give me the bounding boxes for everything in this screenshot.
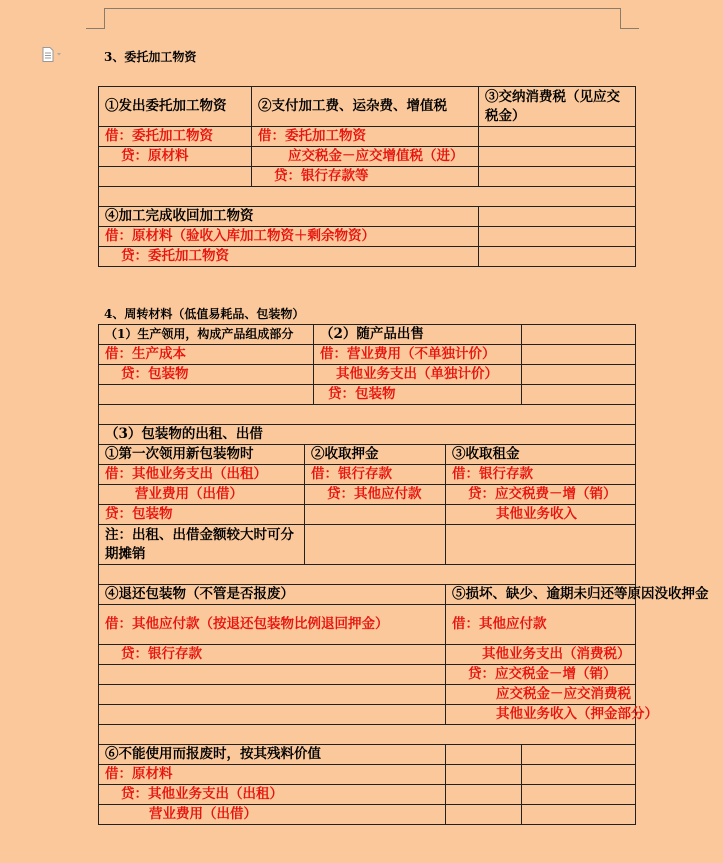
sec4-cell: 其他业务收入（押金部分） xyxy=(446,705,636,725)
sec3-cell: 应交税金－应交增值税（进） xyxy=(252,147,479,167)
sec4-header-2: （2）随产品出售 xyxy=(314,325,522,345)
sec4-cell: 营业费用（出借） xyxy=(99,805,446,825)
sec4-cell: 贷：包装物 xyxy=(99,505,305,525)
sec4-cell: 应交税金－应交消费税 xyxy=(446,685,636,705)
sec4-cell-empty xyxy=(99,685,446,705)
sec3-cell-empty xyxy=(479,247,636,267)
sec4-cell: 贷：应交税费－增（销） xyxy=(446,485,636,505)
sec4-cell-empty xyxy=(446,785,522,805)
sec4-subheader-3: ③收取租金 xyxy=(446,445,636,465)
sec4-cell: 借：原材料 xyxy=(99,765,446,785)
sec3-cell: 贷：委托加工物资 xyxy=(99,247,479,267)
sec4-header-6: ⑥不能使用而报废时，按其残料价值 xyxy=(99,745,446,765)
sec4-header-1: （1）生产领用，构成产品组成部分 xyxy=(99,325,314,345)
sec4-cell-empty xyxy=(305,525,446,565)
page-corner-right xyxy=(620,8,639,29)
sec4-cell: 借：银行存款 xyxy=(305,465,446,485)
sec4-spacer-row xyxy=(99,725,636,745)
sec4-cell-empty xyxy=(522,765,636,785)
page-top-margin-line xyxy=(104,8,620,9)
page-corner-left xyxy=(86,8,105,29)
sec3-cell: 借：原材料（验收入库加工物资＋剩余物资） xyxy=(99,227,479,247)
section-4-heading: 4、周转材料（低值易耗品、包装物） xyxy=(104,307,305,321)
sec4-cell-empty xyxy=(99,385,314,405)
sec4-note: 注：出租、出借金额较大时可分期摊销 xyxy=(99,525,305,565)
sec3-cell-empty xyxy=(479,127,636,147)
sec4-cell: 借：生产成本 xyxy=(99,345,314,365)
sec4-cell-empty xyxy=(522,745,636,765)
sec4-header-5: ⑤损坏、缺少、逾期未归还等原因没收押金 xyxy=(446,585,636,605)
sec4-cell: 借：其他应付款 xyxy=(446,605,636,645)
sec4-cell: 其他业务支出（单独计价） xyxy=(314,365,522,385)
sec4-cell: 其他业务支出（消费税） xyxy=(446,645,636,665)
sec4-cell-empty xyxy=(99,705,446,725)
sec4-cell: 借：银行存款 xyxy=(446,465,636,485)
sec3-header-2: ②支付加工费、运杂费、增值税 xyxy=(252,87,479,127)
sec4-cell: 贷：包装物 xyxy=(99,365,314,385)
sec3-cell-empty xyxy=(479,167,636,187)
sec4-cell-empty xyxy=(522,805,636,825)
section-4-table xyxy=(98,324,709,825)
sec4-cell-empty xyxy=(522,365,636,385)
sec4-cell-empty xyxy=(522,325,636,345)
sec4-header-3: （3）包装物的出租、出借 xyxy=(99,425,636,445)
sec4-cell: 其他业务收入 xyxy=(446,505,636,525)
sec3-spacer-row xyxy=(99,187,636,207)
sec4-spacer-row xyxy=(99,565,636,585)
sec4-cell: 借：营业费用（不单独计价） xyxy=(314,345,522,365)
sec3-cell-empty xyxy=(479,147,636,167)
sec4-subheader-1: ①第一次领用新包装物时 xyxy=(99,445,305,465)
sec4-cell: 贷：应交税金－增（销） xyxy=(446,665,636,685)
sec4-cell-empty xyxy=(446,745,522,765)
section-3-table xyxy=(98,86,636,267)
sec3-header-1: ①发出委托加工物资 xyxy=(99,87,252,127)
sec4-cell-empty xyxy=(522,785,636,805)
sec3-cell-empty xyxy=(479,207,636,227)
sec4-cell-empty xyxy=(446,805,522,825)
sec3-cell: 借：委托加工物资 xyxy=(252,127,479,147)
sec3-cell-empty xyxy=(99,167,252,187)
document-icon[interactable] xyxy=(42,47,54,62)
sec3-cell-empty xyxy=(479,227,636,247)
sec4-spacer-row xyxy=(99,405,636,425)
sec4-cell: 贷：包装物 xyxy=(314,385,522,405)
sec3-cell: 借：委托加工物资 xyxy=(99,127,252,147)
sec3-cell: 贷：银行存款等 xyxy=(252,167,479,187)
sec4-cell-empty xyxy=(522,385,636,405)
sec4-cell: 借：其他业务支出（出租） xyxy=(99,465,305,485)
sec4-cell-empty xyxy=(305,505,446,525)
sec4-cell: 贷：其他应付款 xyxy=(305,485,446,505)
sec4-cell: 贷：其他业务支出（出租） xyxy=(99,785,446,805)
sec4-cell-empty xyxy=(446,525,636,565)
sec4-cell-empty xyxy=(99,665,446,685)
sec3-header-4: ④加工完成收回加工物资 xyxy=(99,207,479,227)
sec4-cell-empty xyxy=(522,345,636,365)
sec3-header-3: ③交纳消费税（见应交税金） xyxy=(479,87,636,127)
sec4-header-4: ④退还包装物（不管是否报废） xyxy=(99,585,446,605)
sec4-cell-empty xyxy=(446,765,522,785)
sec3-cell: 贷：原材料 xyxy=(99,147,252,167)
sec4-cell: 营业费用（出借） xyxy=(99,485,305,505)
sec4-subheader-2: ②收取押金 xyxy=(305,445,446,465)
sec4-cell: 借：其他应付款（按退还包装物比例退回押金） xyxy=(99,605,446,645)
sec4-cell: 贷：银行存款 xyxy=(99,645,446,665)
section-3-heading: 3、委托加工物资 xyxy=(104,50,197,64)
